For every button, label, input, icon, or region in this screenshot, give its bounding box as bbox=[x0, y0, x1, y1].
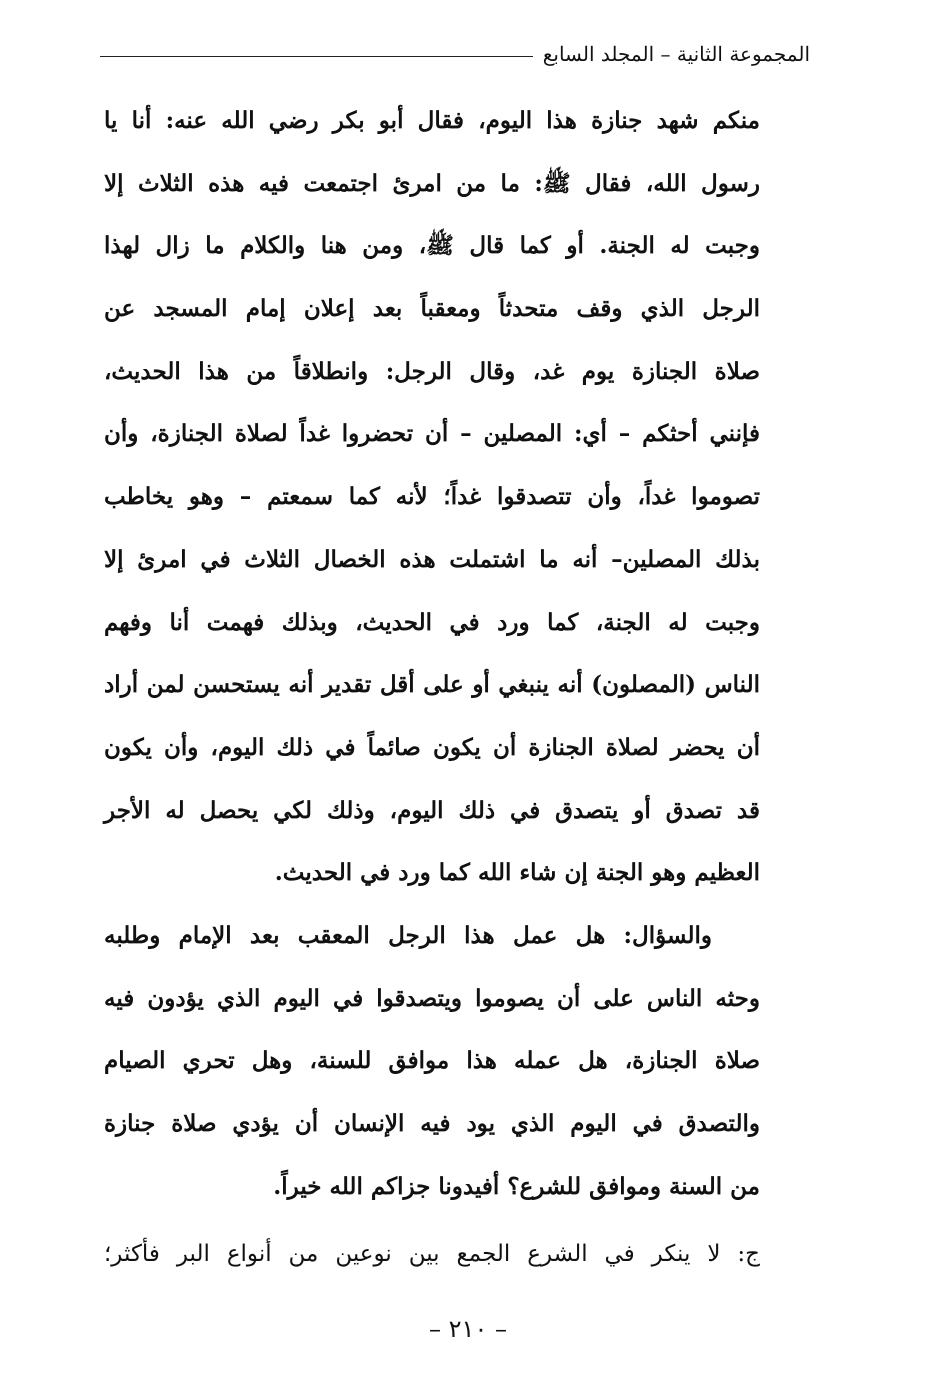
text-line: والسؤال: هل عمل هذا الرجل المعقب بعد الإمام وطلبه bbox=[104, 921, 712, 949]
header-title: المجموعة الثانية – المجلد السابع bbox=[542, 42, 810, 66]
text-line: صلاة الجنازة يوم غد، وقال الرجل: وانطلاقاً من هذا الحديث، bbox=[104, 357, 760, 385]
text-line: الرجل الذي وقف متحدثاً ومعقباً بعد إعلان إمام المسجد عن bbox=[104, 295, 760, 323]
text-line: منكم شهد جنازة هذا اليوم، فقال أبو بكر رضي الله عنه: أنا يا bbox=[104, 107, 760, 134]
answer-line: ج: لا ينكر في الشرع الجمع بين نوعين من أنواع البر فأكثر؛ bbox=[104, 1241, 760, 1268]
text-line: رسول الله، فقال ﷺ: ما من امرئ اجتمعت فيه هذه الثلاث إلا bbox=[104, 169, 760, 197]
text-line: تصوموا غداً، وأن تتصدقوا غداً؛ لأنه كما سمعتم – وهو يخاطب bbox=[104, 483, 760, 511]
text-line: بذلك المصلين– أنه ما اشتملت هذه الخصال الثلاث في امرئ إلا bbox=[104, 545, 760, 573]
text-line: والتصدق في اليوم الذي يود فيه الإنسان أن يؤدي صلاة جنازة bbox=[104, 1110, 760, 1137]
text-line: الناس (المصلون) أنه ينبغي أو على أقل تقدير أنه يستحسن لمن أراد bbox=[104, 671, 760, 699]
text-line: أن يحضر لصلاة الجنازة أن يكون صائماً في ذلك اليوم، وأن يكون bbox=[104, 733, 760, 761]
text-line: وجبت له الجنة، كما ورد في الحديث، وبذلك فهمت أنا وفهم bbox=[104, 608, 760, 636]
paragraph-narrative bbox=[104, 90, 760, 905]
header-rule bbox=[100, 56, 533, 57]
page-number: – ٢١٠ – bbox=[429, 1315, 507, 1343]
text-line: فإنني أحثكم – أي: المصلين – أن تحضروا غداً لصلاة الجنازة، وأن bbox=[104, 420, 760, 448]
text-line: قد تصدق أو يتصدق في ذلك اليوم، وذلك لكي يحصل له الأجر bbox=[104, 796, 760, 824]
text-line: وحثه الناس على أن يصوموا ويتصدقوا في اليوم الذي يؤدون فيه bbox=[104, 984, 760, 1012]
text-line: وجبت له الجنة. أو كما قال ﷺ، ومن هنا والكلام ما زال لهذا bbox=[104, 232, 760, 260]
text-line: العظيم وهو الجنة إن شاء الله كما ورد في الحديث. bbox=[274, 859, 760, 887]
paragraph-question bbox=[104, 905, 760, 1218]
body-text bbox=[104, 90, 760, 1286]
text-line: صلاة الجنازة، هل عمله هذا موافق للسنة، وهل تحري الصيام bbox=[104, 1047, 760, 1075]
running-header bbox=[100, 36, 810, 72]
text-line: من السنة وموافق للشرع؟ أفيدونا جزاكم الله خيراً. bbox=[273, 1172, 760, 1200]
